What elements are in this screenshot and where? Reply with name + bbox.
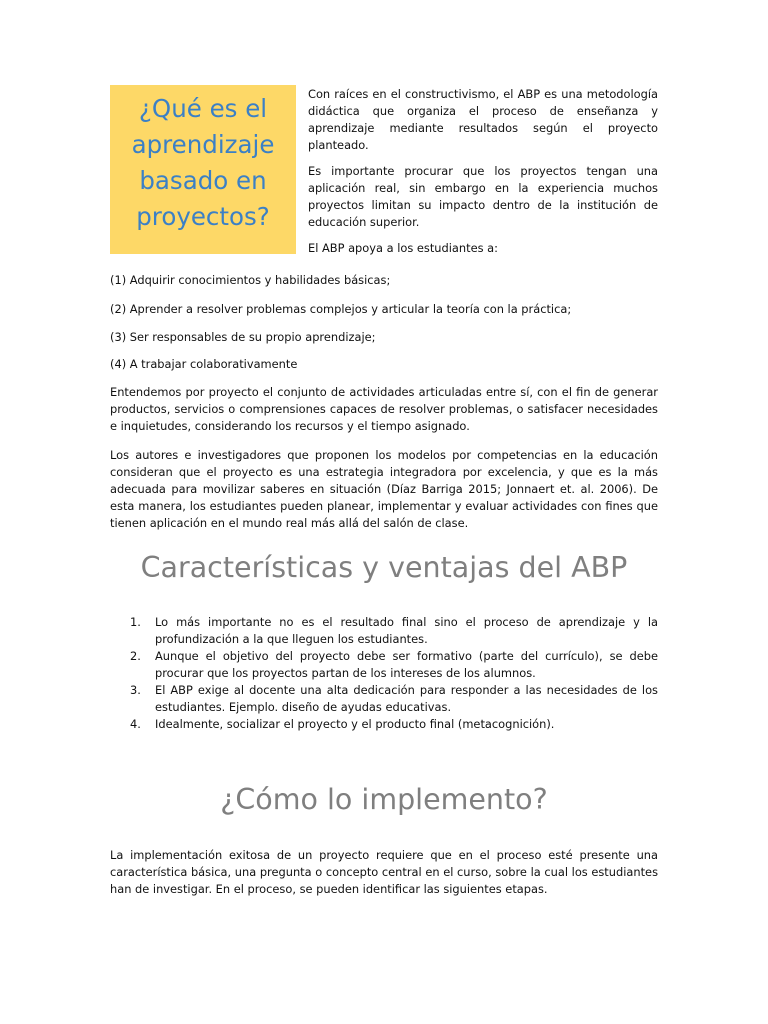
- title-line-2: aprendizaje: [131, 130, 275, 159]
- definition-paragraph: Entendemos por proyecto el conjunto de actividades articuladas entre sí, con el fin de generar productos, servicios o comprensiones capaces de resolver problemas, o satisfacer necesidades e inquietudes, considerando los recursos y el tiempo asignado.: [110, 385, 658, 433]
- authors-paragraph: Los autores e investigadores que proponen los modelos por competencias en la educación consideran que el proyecto es una estrategia integradora por excelencia, y que es la más adecuada para movilizar saberes en situación (Díaz Barriga 2015; Jonnaert et. al. 2006). De esta manera, los estudiantes pueden planear, implementar y evaluar actividades con fines que tienen aplicación en el mundo real más allá del salón de clase.: [110, 448, 658, 530]
- intro-column: [308, 86, 658, 266]
- list-item-text: Aunque el objetivo del proyecto debe ser formativo (parte del currículo), se debe procurar que los proyectos partan de los intereses de los alumnos.: [155, 649, 658, 680]
- intro-paragraph-1: Con raíces en el constructivismo, el ABP es una metodología didáctica que organiza el proceso de enseñanza y aprendizaje mediante resultados según el proyecto planteado.: [308, 87, 658, 152]
- support-item-3: (3) Ser responsables de su propio aprendizaje;: [110, 330, 376, 344]
- list-item-number: 4.: [130, 717, 141, 731]
- implement-heading: ¿Cómo lo implemento?: [220, 783, 548, 816]
- implement-paragraph: La implementación exitosa de un proyecto requiere que en el proceso esté presente una característica básica, una pregunta o concepto central en el curso, sobre la cual los estudiantes han de investigar. En el proceso, se pueden identificar las siguientes etapas.: [110, 848, 658, 896]
- intro-paragraph-2: Es importante procurar que los proyectos tengan una aplicación real, sin embargo en la experiencia muchos proyectos limitan su impacto dentro de la institución de educación superior.: [308, 164, 658, 229]
- support-item-4: (4) A trabajar colaborativamente: [110, 357, 298, 371]
- list-item-number: 1.: [130, 615, 141, 629]
- supports-list: [110, 272, 658, 289]
- list-item-number: 3.: [130, 683, 141, 697]
- characteristics-list: [130, 614, 658, 733]
- authors-paragraph-wrap: [110, 447, 658, 532]
- intro-paragraph-3: El ABP apoya a los estudiantes a:: [308, 241, 498, 255]
- list-item: [130, 716, 658, 733]
- title-line-1: ¿Qué es el: [138, 94, 268, 123]
- title-box: [110, 85, 296, 254]
- list-item: [130, 614, 658, 648]
- support-item-2-wrap: [110, 301, 658, 318]
- title-line-4: proyectos?: [136, 202, 270, 231]
- characteristics-heading: Características y ventajas del ABP: [140, 551, 628, 584]
- list-item: [130, 648, 658, 682]
- list-item-text: El ABP exige al docente una alta dedicación para responder a las necesidades de los estudiantes. Ejemplo. diseño de ayudas educativas.: [155, 683, 658, 714]
- title-line-3: basado en: [139, 166, 267, 195]
- support-item-2: (2) Aprender a resolver problemas complejos y articular la teoría con la práctica;: [110, 302, 572, 316]
- list-item: [130, 682, 658, 716]
- support-item-4-wrap: [110, 356, 658, 373]
- implement-paragraph-wrap: [110, 847, 658, 898]
- list-item-text: Lo más importante no es el resultado final sino el proceso de aprendizaje y la profundización a la que lleguen los estudiantes.: [155, 615, 658, 646]
- support-item-3-wrap: [110, 329, 658, 346]
- support-item-1: (1) Adquirir conocimientos y habilidades básicas;: [110, 273, 391, 287]
- list-item-number: 2.: [130, 649, 141, 663]
- list-item-text: Idealmente, socializar el proyecto y el producto final (metacognición).: [155, 717, 555, 731]
- definition-paragraph-wrap: [110, 384, 658, 435]
